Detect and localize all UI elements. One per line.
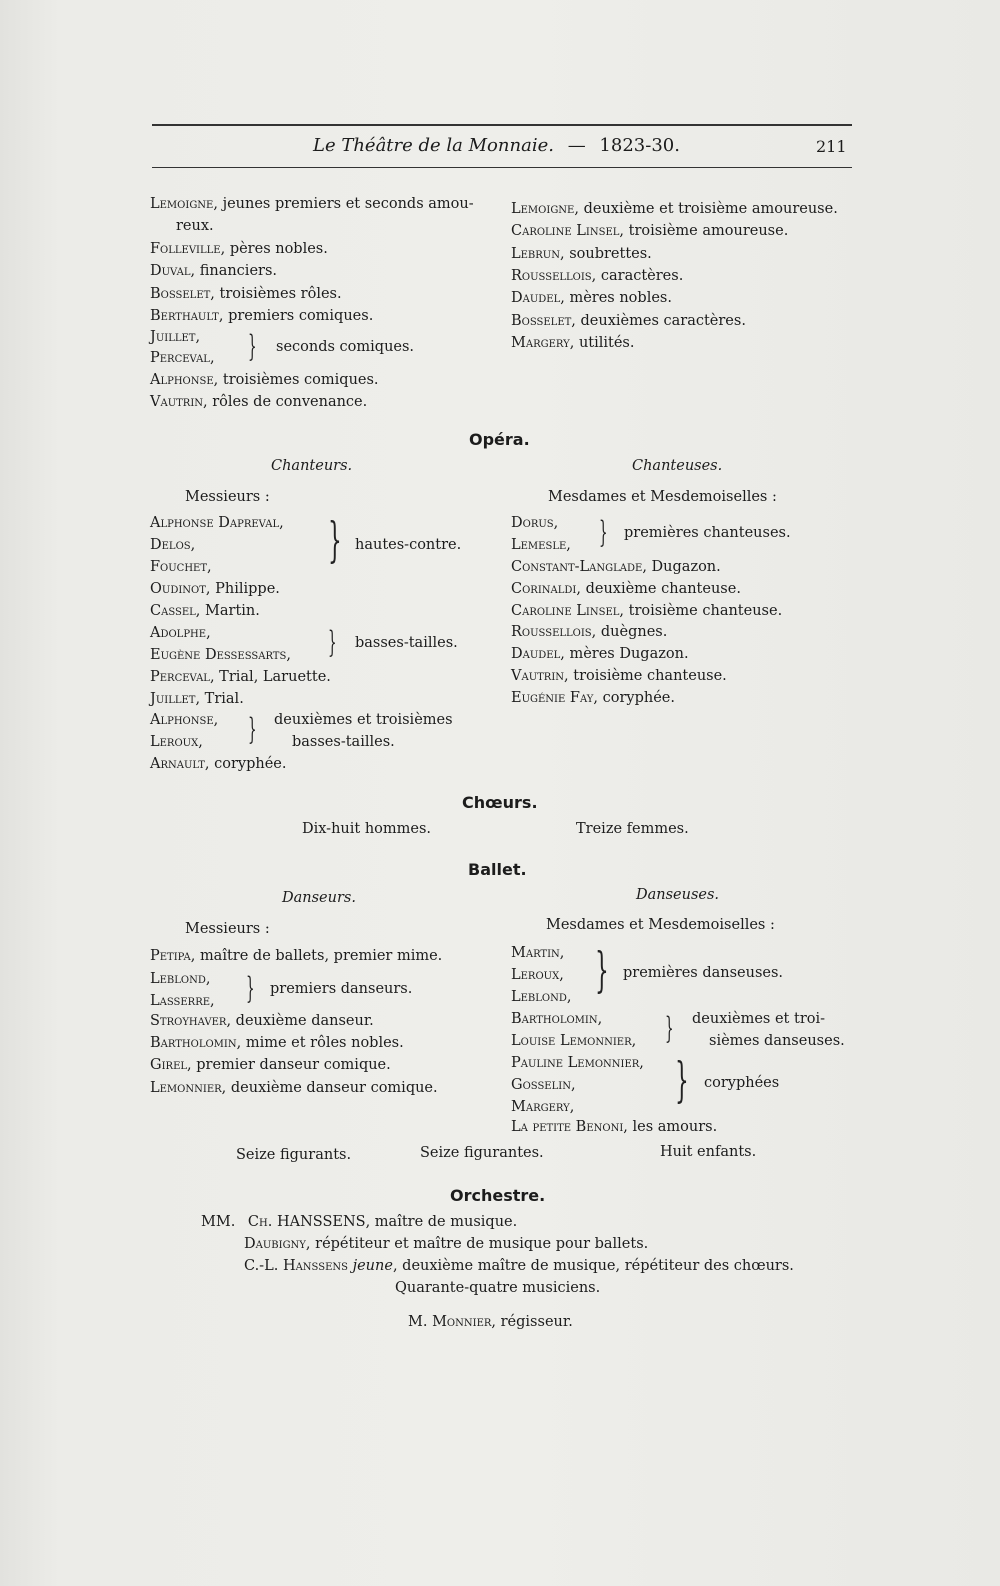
group-name: Louise Lemonnier,	[511, 1033, 637, 1049]
entry-name: Duval	[150, 263, 191, 280]
entry-role: utilités.	[578, 334, 635, 351]
entry-role: soubrettes.	[569, 245, 652, 262]
entry-role: mères Dugazon.	[569, 646, 689, 663]
list-item: Roussellois, caractères.	[511, 267, 684, 284]
group-name: Eugène Dessessarts,	[150, 647, 291, 663]
regisseur-line: M. Monnier, régisseur.	[408, 1314, 573, 1330]
list-item: Bartholomin, mime et rôles nobles.	[150, 1035, 404, 1052]
group-name: Dorus,	[511, 515, 559, 531]
list-item: Lemoigne, deuxième et troisième amoureuse.	[511, 201, 838, 217]
group-role: deuxièmes et troisièmes	[274, 712, 453, 728]
entry-name: Cassel	[150, 603, 196, 619]
group-name: Lemesle,	[511, 537, 571, 553]
group-role: basses-tailles.	[292, 734, 395, 750]
group-role: sièmes danseuses.	[709, 1033, 845, 1049]
brace-icon: }	[246, 971, 255, 1006]
page-number: 211	[816, 137, 847, 156]
group-name: Gosselin,	[511, 1077, 576, 1093]
group-name: Perceval,	[150, 350, 215, 366]
list-item: Arnault, coryphée.	[150, 756, 287, 772]
entry-name: Caroline Linsel	[511, 223, 620, 240]
entry-role: maître de ballets, premier mime.	[199, 948, 443, 964]
section-heading-orchestre: Orchestre.	[450, 1186, 546, 1205]
group-name: Juillet,	[150, 329, 201, 345]
entry-role: Philippe.	[215, 581, 280, 597]
entry-name: Oudinot	[150, 581, 206, 597]
entry-role: coryphée.	[214, 756, 287, 772]
messieurs-label: Messieurs :	[185, 489, 270, 505]
list-item: Petipa, maître de ballets, premier mime.	[150, 948, 443, 964]
group-name: Alphonse,	[150, 712, 219, 728]
messieurs-label: Messieurs :	[185, 921, 270, 937]
entry-name: Eugénie Fay	[511, 689, 594, 706]
entry-role: coryphée.	[602, 689, 675, 706]
brace-icon: }	[599, 515, 608, 550]
entry-name: Girel	[150, 1057, 188, 1074]
group-name: Leblond,	[150, 971, 211, 987]
list-item: Daudel, mères nobles.	[511, 290, 672, 307]
group-name: Adolphe,	[150, 625, 211, 641]
entry-name: Constant-Langlade	[511, 559, 643, 575]
entry-name: Daudel	[511, 290, 561, 307]
group-role: hautes-contre.	[355, 537, 462, 553]
list-item: Constant-Langlade, Dugazon.	[511, 559, 721, 575]
entry-name: Stroyhaver	[150, 1013, 227, 1029]
orchestre-line-3: C.-L. Hanssens jeune, deuxième maître de musique, répétiteur des chœurs.	[244, 1258, 794, 1274]
entry-name: Lemoigne	[150, 196, 214, 212]
list-item: Cassel, Martin.	[150, 603, 260, 619]
entry-name: Lebrun	[511, 245, 560, 262]
list-item: Lemonnier, deuxième danseur comique.	[150, 1079, 438, 1096]
entry-name: Caroline Linsel	[511, 602, 620, 619]
header-rule-top	[152, 124, 852, 126]
entry-name: Roussellois	[511, 267, 592, 284]
prefix: MM.	[201, 1214, 236, 1230]
brace-icon: }	[665, 1011, 674, 1046]
entry-role: pères nobles.	[229, 240, 328, 257]
list-item: Bosselet, deuxièmes caractères.	[511, 312, 746, 329]
entry-role: reux.	[176, 218, 214, 235]
entry-name: Ch. HANSSENS	[247, 1214, 366, 1230]
group-name: Leroux,	[511, 967, 564, 983]
subheading-chanteurs: Chanteurs.	[271, 458, 353, 474]
entry-name: Daudel	[511, 646, 561, 663]
list-item: Girel, premier danseur comique.	[150, 1057, 391, 1074]
entry-name: Lemonnier	[150, 1079, 222, 1096]
group-name: Lasserre,	[150, 993, 215, 1009]
entry-role: deuxième danseur.	[235, 1013, 374, 1029]
brace-icon: }	[328, 625, 337, 660]
list-item: Corinaldi, deuxième chanteuse.	[511, 580, 741, 597]
choeurs-men: Dix-huit hommes.	[302, 821, 432, 837]
list-item: Folleville, pères nobles.	[150, 240, 328, 257]
group-role: premiers danseurs.	[270, 981, 413, 997]
group-role: seconds comiques.	[276, 339, 415, 355]
group-role: premières danseuses.	[623, 965, 784, 981]
group-name: Bartholomin,	[511, 1011, 603, 1027]
entry-role: rôles de convenance.	[212, 394, 368, 410]
entry-name: Bartholomin	[150, 1035, 237, 1052]
group-name: Margery,	[511, 1099, 575, 1115]
group-name: Delos,	[150, 537, 196, 553]
list-item: Perceval, Trial, Laruette.	[150, 669, 331, 685]
entry-role: troisième chanteuse.	[628, 602, 783, 619]
header-rule-bottom	[152, 167, 852, 168]
entry-name: Margery	[511, 334, 570, 351]
list-item: Caroline Linsel, troisième amoureuse.	[511, 223, 789, 240]
entry-role: répétiteur et maître de musique pour ballets.	[315, 1236, 649, 1252]
entry-name: Hanssens	[282, 1258, 348, 1274]
orchestre-line-2: Daubigny, répétiteur et maître de musique pour ballets.	[244, 1236, 649, 1252]
entry-name: Alphonse	[150, 372, 214, 388]
list-item: Roussellois, duègnes.	[511, 624, 668, 641]
entry-name: Roussellois	[511, 624, 592, 641]
figurants: Seize figurants.	[236, 1147, 352, 1163]
la-petite-benoni: La petite Benoni, les amours.	[511, 1119, 718, 1135]
running-title	[313, 136, 680, 156]
entry-role: Trial, Laruette.	[219, 669, 331, 685]
entry-role: troisième amoureuse.	[628, 223, 789, 240]
group-role: coryphées	[704, 1075, 780, 1091]
figurantes: Seize figurantes.	[420, 1145, 544, 1161]
orchestre-line-1: MM. Ch. HANSSENS, maître de musique.	[201, 1214, 518, 1230]
entry-role: maître de musique.	[374, 1214, 518, 1230]
mesdames-label: Mesdames et Mesdemoiselles :	[546, 917, 775, 933]
mesdames-label: Mesdames et Mesdemoiselles :	[548, 489, 777, 505]
entry-role: troisième chanteuse.	[573, 668, 727, 684]
group-name: Martin,	[511, 945, 565, 961]
entry-role: Trial.	[204, 691, 244, 707]
group-name: Pauline Lemonnier,	[511, 1055, 644, 1071]
entry-name: Bosselet	[511, 312, 572, 329]
list-item: Margery, utilités.	[511, 334, 635, 351]
enfants: Huit enfants.	[660, 1144, 757, 1160]
running-title-dash: —	[567, 135, 586, 156]
list-item: Daudel, mères Dugazon.	[511, 646, 689, 663]
entry-role: financiers.	[199, 263, 278, 280]
entry-role: deuxième danseur comique.	[230, 1079, 438, 1096]
list-item: Duval, financiers.	[150, 263, 278, 280]
entry-name: Daubigny	[244, 1236, 306, 1252]
subheading-danseuses: Danseuses.	[636, 887, 720, 903]
orchestre-musiciens: Quarante-quatre musiciens.	[395, 1280, 601, 1296]
list-item: Vautrin, rôles de convenance.	[150, 394, 368, 410]
list-item: Stroyhaver, deuxième danseur.	[150, 1013, 374, 1029]
list-item: Eugénie Fay, coryphée.	[511, 689, 675, 706]
group-role: premières chanteuses.	[624, 525, 791, 541]
brace-icon: }	[248, 329, 257, 364]
section-heading-ballet: Ballet.	[468, 860, 527, 879]
group-name: Fouchet,	[150, 559, 212, 575]
entry-role: duègnes.	[600, 624, 668, 641]
list-item: Vautrin, troisième chanteuse.	[511, 668, 727, 684]
entry-role: les amours.	[632, 1119, 718, 1135]
group-name: Leroux,	[150, 734, 203, 750]
entry-role: deuxième chanteuse.	[585, 580, 741, 597]
list-item: Lemoigne, jeunes premiers et seconds amou-	[150, 196, 474, 212]
initials: C.-L.	[244, 1258, 279, 1274]
section-heading-opera: Opéra.	[469, 430, 530, 449]
prefix: M.	[408, 1314, 428, 1330]
list-item: Bosselet, troisièmes rôles.	[150, 285, 342, 302]
entry-name: La petite Benoni	[511, 1119, 624, 1135]
list-item: Alphonse, troisièmes comiques.	[150, 372, 379, 388]
list-item: Berthault, premiers comiques.	[150, 308, 374, 324]
entry-name: Arnault	[150, 756, 205, 772]
list-item: Oudinot, Philippe.	[150, 581, 280, 597]
group-role: basses-tailles.	[355, 635, 458, 651]
entry-role: deuxième maître de musique, répétiteur des chœurs.	[402, 1258, 794, 1274]
entry-name: Bosselet	[150, 285, 211, 302]
brace-icon: }	[248, 712, 257, 747]
list-item: Juillet, Trial.	[150, 691, 244, 707]
entry-name: Lemoigne	[511, 201, 575, 217]
entry-name: Berthault	[150, 308, 219, 324]
brace-icon: }	[675, 1052, 689, 1108]
entry-role: premiers comiques.	[228, 308, 374, 324]
brace-icon: }	[328, 512, 342, 568]
entry-name: Folleville	[150, 240, 221, 257]
entry-role: mères nobles.	[569, 290, 672, 307]
entry-role: Dugazon.	[651, 559, 721, 575]
running-title-years: 1823-30.	[599, 135, 680, 156]
group-role: deuxièmes et troi-	[692, 1011, 826, 1027]
subheading-danseurs: Danseurs.	[282, 890, 356, 906]
entry-role: jeunes premiers et seconds amou-	[222, 196, 474, 212]
section-heading-choeurs: Chœurs.	[462, 793, 538, 812]
running-title-text: Le Théâtre de la Monnaie.	[313, 135, 554, 156]
entry-name: Vautrin	[511, 668, 565, 684]
list-item: Lebrun, soubrettes.	[511, 245, 652, 262]
choeurs-women: Treize femmes.	[576, 821, 689, 837]
entry-role: mime et rôles nobles.	[245, 1035, 404, 1052]
group-name: Alphonse Dapreval,	[150, 515, 284, 531]
entry-role: premier danseur comique.	[196, 1057, 391, 1074]
entry-role: deuxième et troisième amoureuse.	[583, 201, 838, 217]
entry-qualifier: jeune	[352, 1258, 393, 1274]
entry-name: Corinaldi	[511, 580, 577, 597]
brace-icon: }	[595, 942, 609, 998]
list-item	[176, 217, 214, 235]
entry-name: Monnier	[432, 1314, 492, 1330]
entry-role: caractères.	[600, 267, 684, 284]
list-item: Caroline Linsel, troisième chanteuse.	[511, 602, 783, 619]
entry-role: troisièmes comiques.	[222, 372, 379, 388]
entry-role: troisièmes rôles.	[219, 285, 342, 302]
entry-role: régisseur.	[500, 1314, 573, 1330]
entry-role: deuxièmes caractères.	[580, 312, 746, 329]
group-name: Leblond,	[511, 989, 572, 1005]
entry-name: Juillet	[150, 691, 196, 707]
subheading-chanteuses: Chanteuses.	[632, 458, 723, 474]
entry-name: Perceval	[150, 669, 210, 685]
entry-name: Vautrin	[150, 394, 204, 410]
entry-name: Petipa	[150, 948, 191, 964]
entry-role: Martin.	[205, 603, 260, 619]
